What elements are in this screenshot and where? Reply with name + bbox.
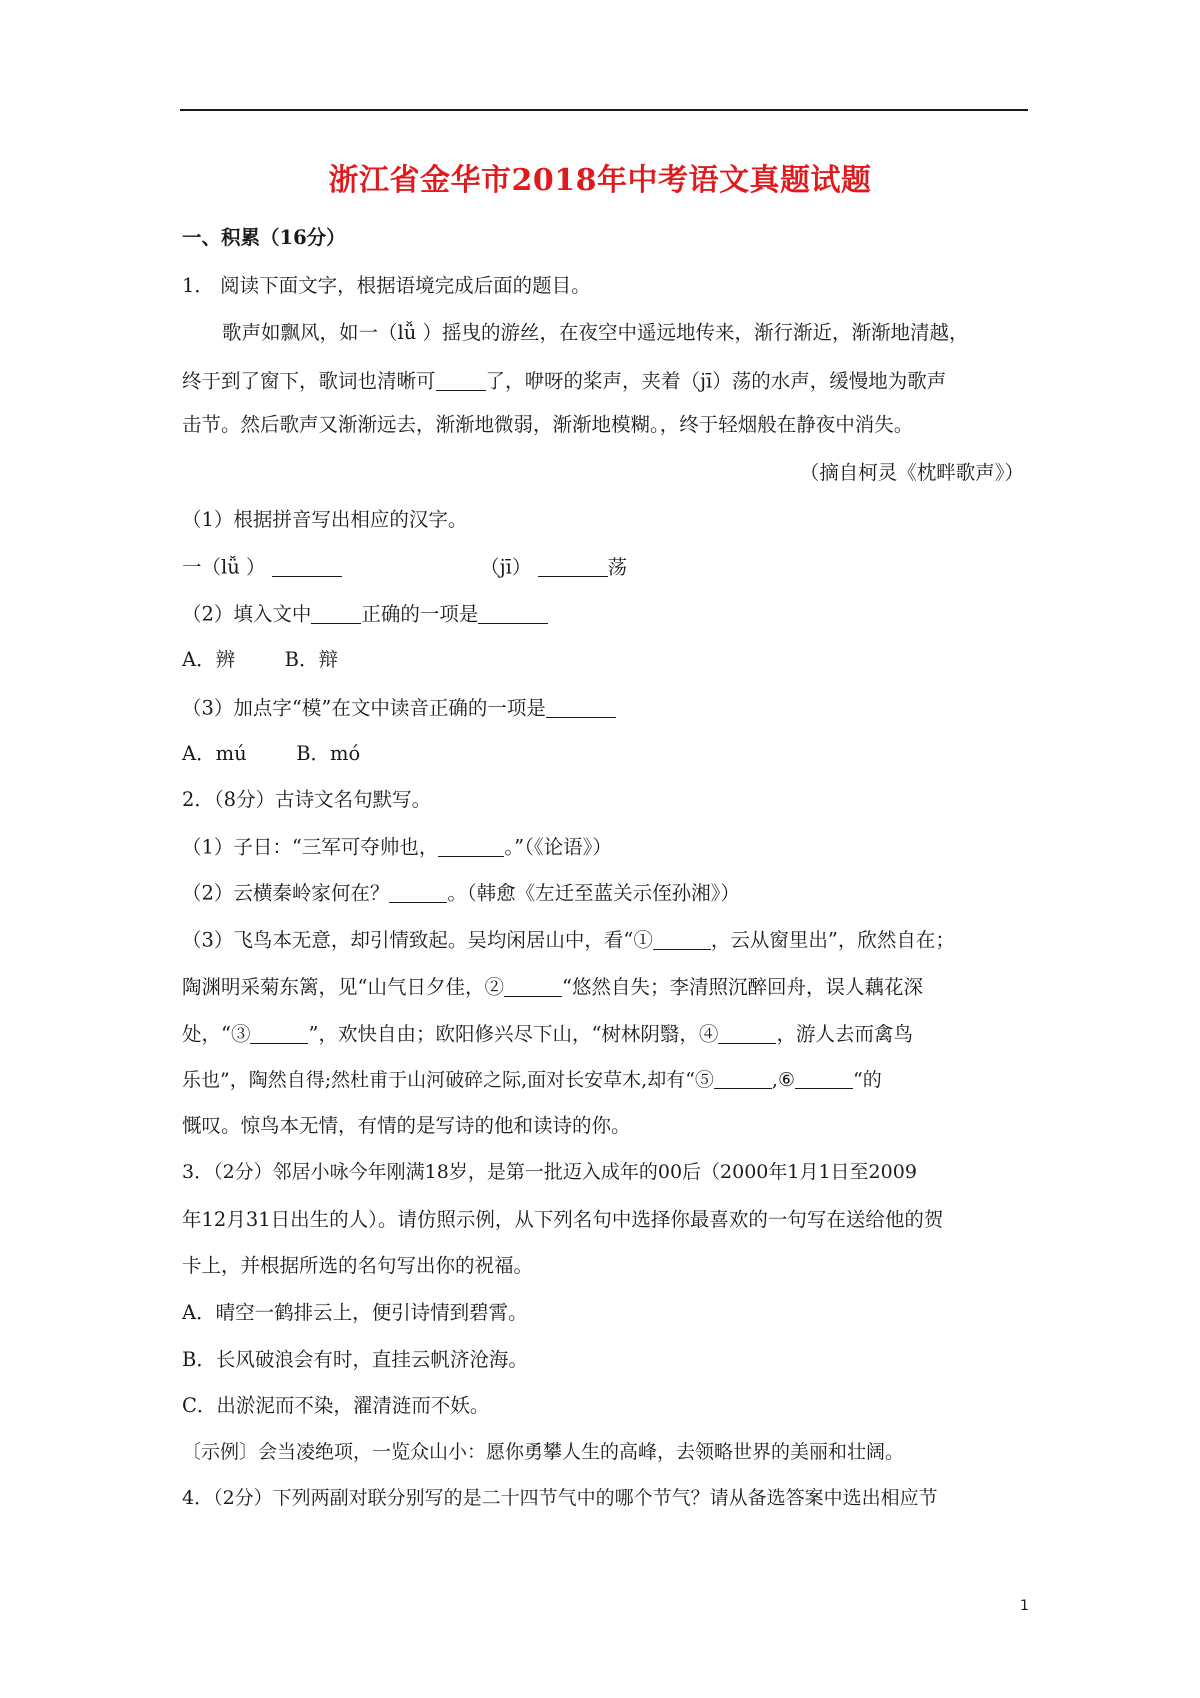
q2-sub3-line5: 慨叹。惊鸟本无情，有情的是写诗的他和读诗的你。 bbox=[182, 1114, 631, 1137]
q2-sub1 bbox=[182, 836, 612, 857]
answer-blank bbox=[653, 929, 711, 950]
answer-blank bbox=[478, 603, 548, 624]
answer-blank bbox=[311, 603, 361, 624]
q3-stem-line3: 卡上，并根据所选的名句写出你的祝福。 bbox=[182, 1254, 534, 1277]
answer-blank bbox=[250, 1023, 308, 1044]
answer-blank bbox=[714, 1069, 772, 1089]
q2-sub2-start: （2）云横秦岭家何在？ bbox=[182, 881, 390, 905]
q1-passage-line2 bbox=[182, 370, 946, 391]
answer-blank bbox=[436, 370, 486, 391]
q1-stem: 1． 阅读下面文字，根据语境完成后面的题目。 bbox=[182, 274, 591, 297]
q1-passage-line3: 击节。然后歌声又渐渐远去，渐渐地微弱，渐渐地模糊。，终于轻烟般在静夜中消失。 bbox=[182, 413, 914, 436]
answer-blank bbox=[718, 1023, 776, 1044]
q1-sub1-b-tail: 荡 bbox=[607, 555, 628, 579]
page-title: 浙江省金华市2018年中考语文真题试题 bbox=[328, 163, 872, 198]
q3-option-b: B．长风破浪会有时，直挂云帆济沧海。 bbox=[182, 1348, 528, 1371]
q2-sub1-end: 。”（《论语》） bbox=[504, 835, 612, 859]
q3-stem-line1: 3．（2分）邻居小咏今年刚满18岁，是第一批迈入成年的00后（2000年1月1日至2009 bbox=[182, 1161, 917, 1183]
answer-blank bbox=[389, 882, 447, 903]
q2-stem: 2．（8分）古诗文名句默写。 bbox=[182, 788, 432, 811]
q1-sub2-end: 正确的一项是 bbox=[361, 602, 479, 626]
answer-blank bbox=[438, 836, 504, 857]
answer-blank bbox=[795, 1069, 853, 1089]
q2-sub3-line1-text: （3）飞鸟本无意，却引情致起。吴均闲居山中，看“① ，云从窗里出”，欣然自在； bbox=[182, 928, 955, 952]
q2-sub3-line1 bbox=[182, 929, 1024, 950]
q1-sub1: （1）根据拼音写出相应的汉字。 bbox=[182, 508, 468, 531]
q2-sub1-start: （1）子日：“三军可夺帅也， bbox=[182, 835, 439, 859]
q2-sub2-end: 。（韩愈《左迁至蓝关示侄孙湘》） bbox=[447, 881, 740, 905]
q2-sub2 bbox=[182, 882, 740, 903]
q1-passage-line2-start: 终于到了窗下，歌词也清晰可 bbox=[182, 369, 436, 393]
q1-sub1-b-label: （jī） bbox=[480, 555, 532, 579]
answer-blank bbox=[504, 976, 562, 997]
page-number: 1 bbox=[1020, 1598, 1029, 1614]
q1-sub1-answers bbox=[182, 556, 627, 577]
q1-source: （摘自柯灵《枕畔歌声》） bbox=[799, 461, 1024, 484]
header-rule bbox=[180, 109, 1028, 111]
section-heading: 一、积累（16分） bbox=[182, 226, 346, 249]
q3-option-c: C．出淤泥而不染，濯清涟而不妖。 bbox=[182, 1394, 490, 1417]
q3-option-a: A．晴空一鹤排云上，便引诗情到碧霄。 bbox=[182, 1301, 528, 1324]
q1-sub3 bbox=[182, 697, 616, 718]
q2-sub3-line2: 陶渊明采菊东篱，见“山气日夕佳，② “悠然自失；李清照沉醉回舟，误人藕花深 bbox=[182, 975, 923, 999]
q1-sub2-start: （2）填入文中 bbox=[182, 602, 312, 626]
q3-example: 〔示例〕会当凌绝项，一览众山小：愿你勇攀人生的高峰，去领略世界的美丽和壮阔。 bbox=[182, 1441, 905, 1463]
q2-sub3-line4: 乐也”，陶然自得;然杜甫于山河破碎之际,面对长安草木,却有“⑤ ,⑥ “的 bbox=[182, 1069, 882, 1091]
answer-blank bbox=[272, 556, 342, 577]
q1-passage-line2-end: 了，咿呀的桨声，夹着（jī）荡的水声，缓慢地为歌声 bbox=[485, 369, 947, 393]
q2-sub3-line3: 处，“③ ”，欢快自由；欧阳修兴尽下山，“树林阴翳，④ ，游人去而禽鸟 bbox=[182, 1022, 913, 1046]
answer-blank bbox=[538, 556, 608, 577]
q1-sub2 bbox=[182, 603, 548, 624]
q1-sub2-options: A．辨 B．辩 bbox=[182, 648, 339, 671]
q1-sub3-text: （3）加点字“模”在文中读音正确的一项是 bbox=[182, 696, 546, 720]
q3-stem-line2: 年12月31日出生的人）。请仿照示例，从下列名句中选择你最喜欢的一句写在送给他的贺 bbox=[182, 1208, 944, 1231]
answer-blank bbox=[546, 697, 616, 718]
q1-passage-line1: 歌声如飘风，如一（lǚ ）摇曳的游丝，在夜空中遥远地传来，渐行渐近，渐渐地清越， bbox=[222, 321, 969, 344]
q1-sub3-options: A．mú B．mó bbox=[182, 742, 361, 765]
q4-stem-line1: 4．（2分）下列两副对联分别写的是二十四节气中的哪个节气？请从备选答案中选出相应节 bbox=[182, 1487, 938, 1509]
q1-sub1-a-label: 一（lǚ ） bbox=[182, 555, 266, 579]
